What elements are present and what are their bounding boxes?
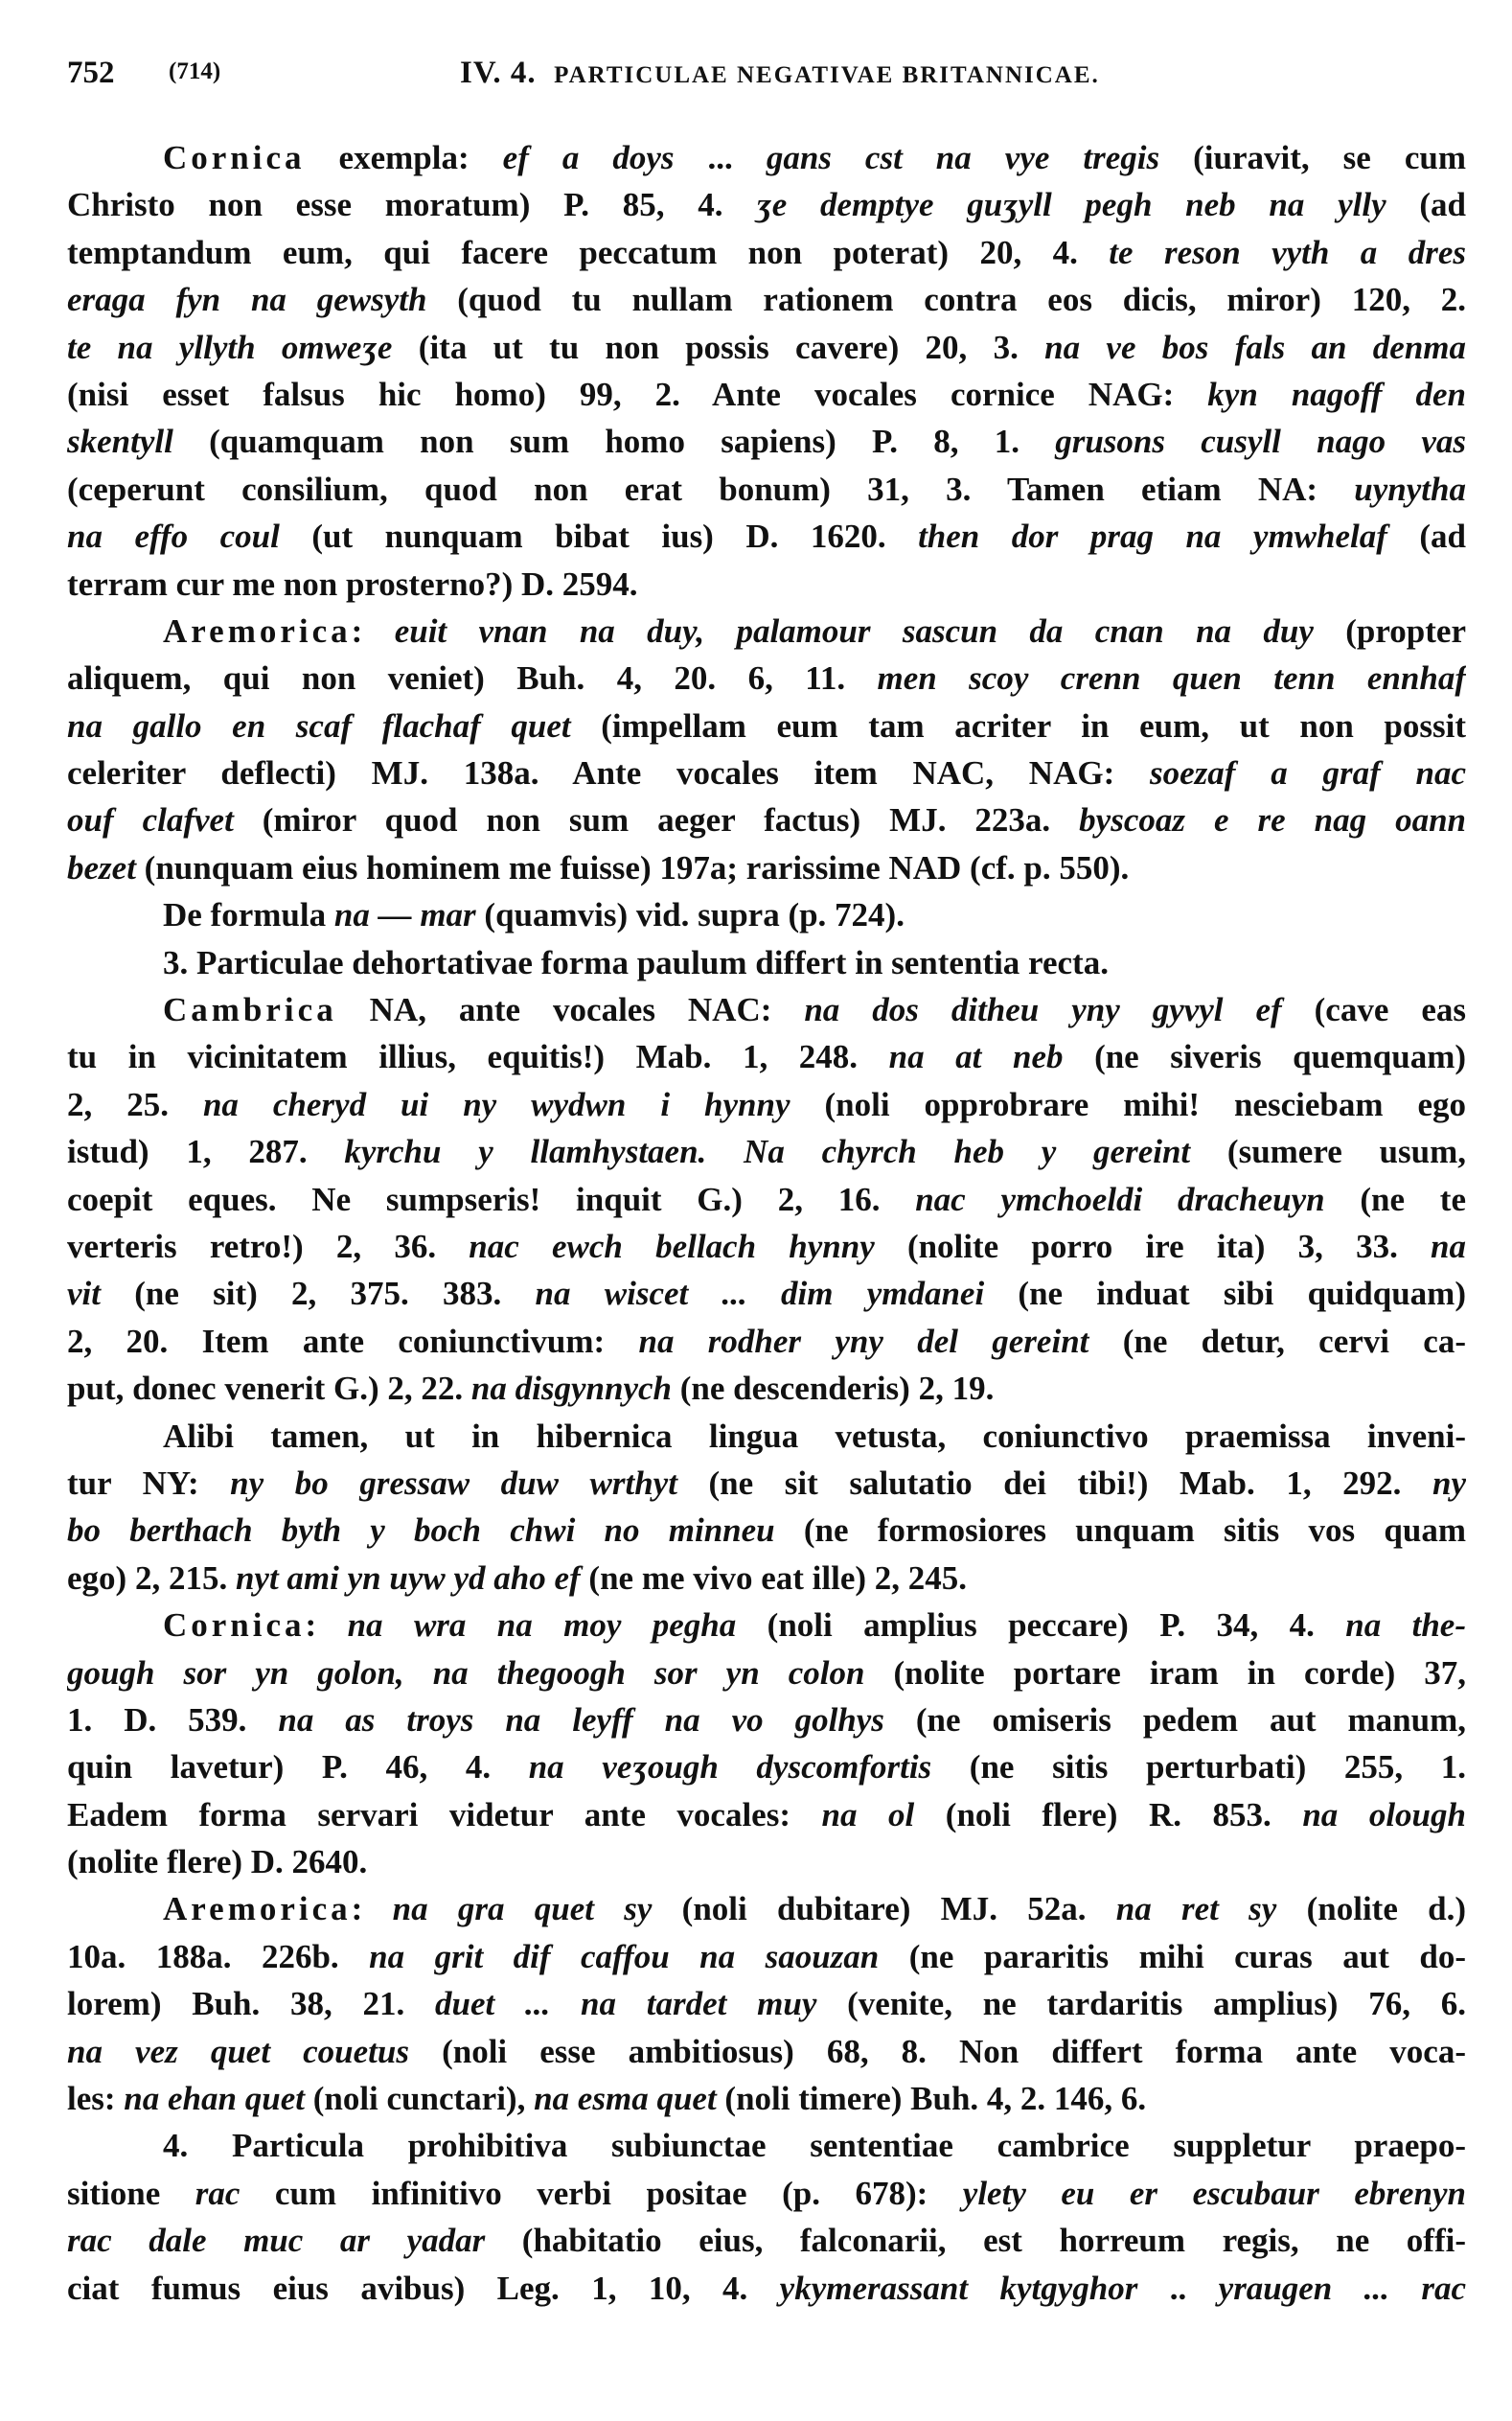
example-phrase: byscoaz e re nag oann (1079, 801, 1466, 840)
text-run: 4. Particula prohibitiva subiunctae sententiae cambrice suppletur praepo- (163, 2127, 1466, 2165)
text-line (67, 466, 1466, 513)
text-run: (nolite d.) (1276, 1890, 1466, 1928)
text-run: (noli esse ambitiosus) 68, 8. Non differt forma ante voca- (409, 2032, 1466, 2070)
example-phrase: ouf clafvet (67, 801, 234, 840)
text-line (67, 749, 1466, 796)
text-run: (nunquam eius hominem me fuisse) 197a; rarissime NAD (cf. p. 550). (135, 848, 1130, 887)
text-line (67, 2075, 1466, 2122)
example-phrase: na gallo en scaf flachaf quet (67, 706, 571, 745)
text-run: 10a. 188a. 226b. (67, 1937, 370, 1975)
example-phrase: na grit dif caffou na saouzan (369, 1937, 880, 1975)
example-phrase: na disgynnych (470, 1370, 672, 1408)
language-label: Aremorica (163, 1890, 352, 1928)
text-run: celeriter deflecti) MJ. 138a. Ante vocales item NAC, NAG: (67, 754, 1150, 793)
text-run: (quamvis) vid. supra (p. 724). (475, 896, 905, 934)
text-line (67, 276, 1466, 323)
text-run: (ne detur, cervi ca- (1088, 1322, 1466, 1360)
text-run: .. (1137, 2269, 1219, 2307)
text-run: (cave eas (1281, 991, 1466, 1029)
language-label: Cornica (163, 1606, 306, 1645)
example-phrase: bo berthach byth y boch chwi no minneu (67, 1511, 775, 1550)
example-phrase: ny bo gressaw duw wrthyt (230, 1464, 677, 1502)
text-run: (impellam eum tam acriter in eum, ut non possit (570, 706, 1466, 745)
example-phrase: soezaf a graf nac (1150, 754, 1466, 793)
text-run: 1. D. 539. (67, 1700, 279, 1739)
text-run: ... (674, 139, 767, 176)
text-run: (noli cunctari), (304, 2080, 535, 2118)
text-run: sitione (67, 2174, 195, 2212)
running-header (67, 56, 1466, 94)
example-phrase: na rodher yny del gereint (638, 1322, 1089, 1360)
text-line (67, 1649, 1466, 1696)
text-run: (noli timere) Buh. 4, 2. 146, 6. (716, 2080, 1147, 2118)
example-phrase: rac (195, 2174, 241, 2212)
text-run: exempla: (305, 139, 503, 176)
example-phrase: na ve bos fals an denma (1044, 328, 1466, 366)
example-phrase: nac ymchoeldi dracheuyn (915, 1180, 1325, 1218)
text-line (67, 324, 1466, 371)
text-line (67, 1507, 1466, 1554)
text-line (67, 1176, 1466, 1223)
text-run: temptandum eum, qui facere peccatum non poterat) 20, 4. (67, 233, 1110, 271)
text-run: (ita ut tu non possis cavere) 20, 3. (392, 328, 1045, 366)
text-run: (ne me vivo eat ille) 2, 245. (580, 1558, 968, 1597)
text-line (67, 1460, 1466, 1507)
text-run: (ceperunt consilium, quod non erat bonum) 31, 3. Tamen etiam NA: (67, 470, 1355, 508)
example-phrase: ylety eu er escubaur ebrenyn (962, 2174, 1466, 2212)
text-line (67, 2028, 1466, 2075)
example-phrase: na cheryd ui ny wydwn i hynny (202, 1085, 790, 1123)
example-phrase: grusons cusyll nago vas (1055, 423, 1466, 461)
text-line (67, 1933, 1466, 1980)
body-text (67, 134, 1466, 2312)
text-line (67, 2122, 1466, 2169)
text-run: (propter (1313, 611, 1466, 650)
example-phrase: skentyll (67, 423, 173, 461)
text-run: lorem) Buh. 38, 21. (67, 1985, 436, 2023)
example-phrase: na wra na moy pegha (347, 1606, 737, 1645)
example-phrase: men scoy crenn quen tenn ennhaf (877, 659, 1466, 698)
text-run: (nisi esset falsus hic homo) 99, 2. Ante vocales cornice NAG: (67, 375, 1208, 413)
example-phrase: na dos ditheu yny gyvyl ef (804, 991, 1282, 1029)
example-phrase: na gra quet sy (392, 1890, 653, 1928)
text-run: (nolite flere) D. 2640. (67, 1843, 368, 1881)
text-run: (ne siveris quemquam) (1063, 1038, 1466, 1076)
text-run: (habitatio eius, falconarii, est horreum regis, ne offi- (485, 2222, 1466, 2260)
example-phrase: nac ewch bellach hynny (469, 1227, 875, 1265)
text-line (67, 703, 1466, 749)
text-run: (nolite porro ire ita) 3, 33. (874, 1227, 1432, 1265)
text-run: (quod tu nullam rationem contra eos dicis, miror) 120, 2. (426, 281, 1466, 319)
text-run: (ne omiseris pedem aut manum, (883, 1700, 1466, 1739)
text-run: coepit eques. Ne sumpseris! inquit G.) 2, 16. (67, 1180, 916, 1218)
text-line (67, 371, 1466, 418)
text-run: aliquem, qui non veniet) Buh. 4, 20. 6, 11. (67, 659, 878, 698)
text-line (67, 1838, 1466, 1885)
text-run: (ne descenderis) 2, 19. (671, 1370, 995, 1408)
text-line (67, 1743, 1466, 1790)
text-line (67, 1033, 1466, 1080)
text-run: (ne sit) 2, 375. 383. (100, 1275, 536, 1313)
text-line (67, 1602, 1466, 1649)
example-phrase: na ol (821, 1795, 915, 1833)
text-run: verteris retro!) 2, 36. (67, 1227, 470, 1265)
example-phrase: te reson vyth a dres (1109, 233, 1466, 271)
text-line (67, 1696, 1466, 1743)
page-number-alt: (714) (169, 58, 221, 84)
text-run: (ne induat sibi quidquam) (984, 1275, 1466, 1313)
text-line (67, 229, 1466, 276)
section-number: IV. 4. (460, 56, 537, 90)
text-run: (ne sit salutatio dei tibi!) Mab. 1, 292. (676, 1464, 1432, 1502)
example-phrase: ʒe demptye guʒyll pegh neb na ylly (756, 186, 1386, 224)
example-phrase: na olough (1302, 1795, 1466, 1833)
text-run: tu in vicinitatem illius, equitis!) Mab. 1, 248. (67, 1038, 889, 1076)
text-run: (noli opprobrare mihi! nesciebam ego (790, 1085, 1466, 1123)
example-phrase: eraga fyn na gewsyth (67, 281, 427, 319)
example-phrase: na the- (1345, 1606, 1466, 1645)
text-run: ego) 2, 215. (67, 1558, 236, 1597)
example-phrase: uynytha (1354, 470, 1466, 508)
example-phrase: duet ... na tardet muy (435, 1985, 817, 2023)
text-run: De formula (163, 896, 334, 934)
text-line (67, 1318, 1466, 1365)
text-line (67, 2265, 1466, 2312)
text-line (67, 1128, 1466, 1175)
text-run: quin lavetur) P. 46, 4. (67, 1748, 529, 1787)
example-phrase: na at neb (888, 1038, 1064, 1076)
text-run: (noli amplius peccare) P. 34, 4. (736, 1606, 1346, 1645)
text-line (67, 1555, 1466, 1602)
text-line (67, 986, 1466, 1033)
text-run: 2, 25. (67, 1085, 203, 1123)
example-phrase: na — mar (333, 896, 476, 934)
text-run: (ne formosiores unquam sitis vos quam (774, 1511, 1466, 1550)
example-phrase: na as troys na leyff na vo golhys (278, 1700, 884, 1739)
text-run: les: (67, 2080, 125, 2118)
text-line (67, 844, 1466, 891)
text-run: (noli dubitare) MJ. 52a. (652, 1890, 1116, 1928)
example-phrase: na veʒough dyscomfortis (528, 1748, 932, 1787)
text-run: (sumere usum, (1190, 1133, 1466, 1171)
text-run: 2, 20. Item ante coniunctivum: (67, 1322, 639, 1360)
text-run: NA, ante vocales NAC: (336, 991, 805, 1029)
text-line (67, 1081, 1466, 1128)
text-line (67, 608, 1466, 655)
example-phrase: bezet (67, 848, 136, 887)
text-run: cum infinitivo verbi positae (p. 678): (240, 2174, 963, 2212)
text-line (67, 1791, 1466, 1838)
example-phrase: na (1431, 1227, 1466, 1265)
text-run: Alibi tamen, ut in hibernica lingua vetusta, coniunctivo praemissa inveni- (163, 1417, 1466, 1455)
text-line (67, 796, 1466, 843)
text-line (67, 1365, 1466, 1412)
example-phrase: nyt ami yn uyw yd aho ef (235, 1558, 581, 1597)
example-phrase: na effo coul (67, 518, 280, 556)
title-text: PARTICULAE NEGATIVAE BRITANNICAE. (554, 62, 1100, 88)
text-run: (ne te (1324, 1180, 1466, 1218)
text-line (67, 561, 1466, 608)
text-line (67, 655, 1466, 702)
example-phrase: vit (67, 1275, 101, 1313)
example-phrase: ef a doys (502, 139, 675, 176)
text-run: tur NY: (67, 1464, 231, 1502)
example-phrase: na wiscet ... dim ymdanei (535, 1275, 985, 1313)
text-line (67, 1980, 1466, 2027)
example-phrase: gans cst na vye tregis (766, 139, 1160, 176)
page-number: 752 (67, 56, 115, 90)
example-phrase: rac dale muc ar yadar (67, 2222, 486, 2260)
text-line (67, 939, 1466, 986)
text-line (67, 513, 1466, 560)
text-line (67, 1270, 1466, 1317)
text-line (67, 1223, 1466, 1270)
example-phrase: euit vnan na duy, palamour sascun da cnan na duy (394, 611, 1314, 650)
language-label: Cambrica (163, 991, 337, 1029)
running-title (460, 56, 1100, 91)
text-run: (ad (1386, 186, 1466, 224)
text-line (67, 2217, 1466, 2264)
example-phrase: na vez quet couetus (67, 2032, 409, 2070)
text-run: : (351, 611, 395, 650)
text-run: (nolite portare iram in corde) 37, (864, 1653, 1466, 1692)
text-run: (ut nunquam bibat ius) D. 1620. (279, 518, 919, 556)
example-phrase: yraugen ... rac (1218, 2269, 1466, 2307)
text-run: (ad (1386, 518, 1466, 556)
language-label: Aremorica (163, 611, 352, 650)
language-label: Cornica (163, 139, 306, 176)
text-run: : (305, 1606, 348, 1645)
example-phrase: then dor prag na ymwhelaf (918, 518, 1387, 556)
text-line (67, 134, 1466, 181)
text-run: (ne sitis perturbati) 255, 1. (931, 1748, 1466, 1787)
text-run: (iuravit, se cum (1159, 139, 1466, 176)
example-phrase: kyrchu y llamhystaen. Na chyrch heb y gereint (344, 1133, 1191, 1171)
text-run: ciat fumus eius avibus) Leg. 1, 10, 4. (67, 2269, 780, 2307)
example-phrase: ny (1432, 1464, 1466, 1502)
example-phrase: na esma quet (534, 2080, 717, 2118)
text-run: 3. Particulae dehortativae forma paulum differt in sententia recta. (163, 943, 1109, 981)
example-phrase: na ret sy (1115, 1890, 1277, 1928)
text-run: (miror quod non sum aeger factus) MJ. 223a. (233, 801, 1080, 840)
text-run: put, donec venerit G.) 2, 22. (67, 1370, 471, 1408)
text-line (67, 1885, 1466, 1932)
text-run: (ne pararitis mihi curas aut do- (879, 1937, 1466, 1975)
text-run: (venite, ne tardaritis amplius) 76, 6. (816, 1985, 1466, 2023)
text-run: (quamquam non sum homo sapiens) P. 8, 1. (172, 423, 1056, 461)
text-run: (noli flere) R. 853. (914, 1795, 1303, 1833)
text-run: : (351, 1890, 393, 1928)
example-phrase: kyn nagoff den (1207, 375, 1466, 413)
text-line (67, 181, 1466, 228)
text-run: istud) 1, 287. (67, 1133, 345, 1171)
text-run: terram cur me non prosterno?) D. 2594. (67, 565, 638, 603)
text-line (67, 418, 1466, 465)
example-phrase: ykymerassant kytgyghor (779, 2269, 1138, 2307)
text-run: Eadem forma servari videtur ante vocales: (67, 1795, 822, 1833)
example-phrase: gough sor yn golon, na thegoogh sor yn colon (67, 1653, 865, 1692)
text-run: Christo non esse moratum) P. 85, 4. (67, 186, 757, 224)
text-line (67, 2170, 1466, 2217)
example-phrase: te na yllyth omweʒe (67, 328, 393, 366)
text-line (67, 1413, 1466, 1460)
text-line (67, 891, 1466, 938)
example-phrase: na ehan quet (124, 2080, 305, 2118)
